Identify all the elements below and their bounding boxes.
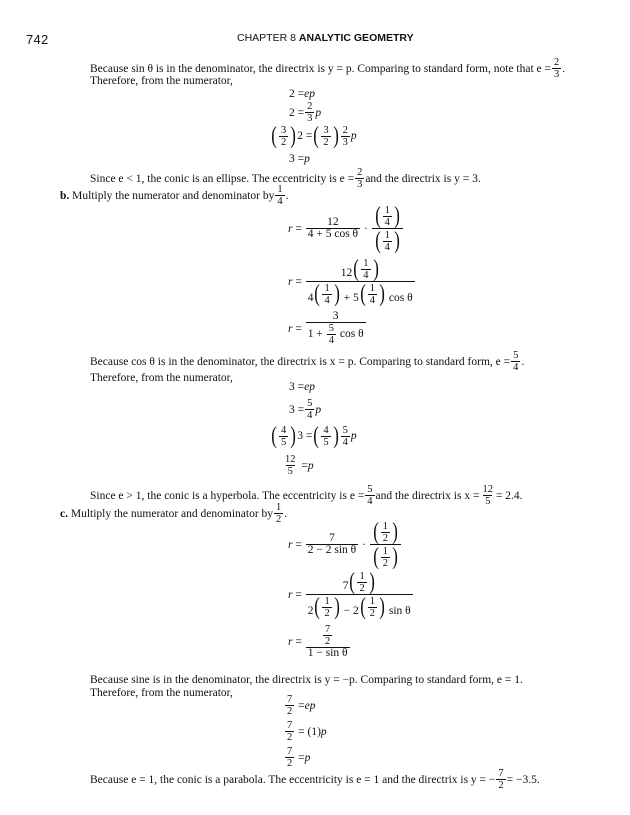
equation: 3 = $\frac{5}{4}$ p <box>289 398 322 421</box>
equation: $\frac{7}{2}$ = (1) p <box>287 720 327 743</box>
part-a-conclusion-a: Since e < 1, the conic is an ellipse. The eccentricity is e = <box>90 172 355 185</box>
equation: ( $\frac{4}{5}$ ) 3 = ( $\frac{4}{5}$ ) $\frac{5}{4}$ p <box>271 423 357 449</box>
chapter-heading <box>237 32 414 44</box>
part-b-conclusion-c: = 2.4. <box>495 489 523 502</box>
equation: $\frac{12}{5}$ = p <box>285 454 314 477</box>
equation: $\frac{7}{2}$ = p <box>287 746 311 769</box>
part-a-intro2: Therefore, from the numerator, <box>90 75 233 87</box>
equation: r = 3 1 + $\frac{5}{4}$ cos θ <box>288 310 364 346</box>
part-b-text2: Therefore, from the numerator, <box>90 372 233 384</box>
part-a-conclusion: Since e < 1, the conic is an ellipse. The eccentricity is e = $\frac{2}{3}$ and the directrix is y = 3. <box>90 167 481 190</box>
equation: $\frac{7}{2}$ = ep <box>287 694 316 717</box>
part-c-conclusion-b: = −3.5. <box>506 773 540 786</box>
equation: r = 7 ( $\frac{1}{2}$ ) 2 ( $\frac{1}{2}$ ) − 2 ( $\frac{1}{2}$ ) sin θ <box>288 569 411 620</box>
part-c-intro-line: c. Multiply the numerator and denominator by $\frac{1}{2}$ . <box>60 502 288 525</box>
part-b-conclusion: Since e > 1, the conic is a hyperbola. The eccentricity is e = $\frac{5}{4}$ and the directrix is x = $\frac{12}{5}$ = 2.4. <box>90 484 523 507</box>
part-a-intro1: Because sin θ is in the denominator, the directrix is y = p. Comparing to standard form, note that e = <box>90 62 551 75</box>
equation: r = 12 ( $\frac{1}{4}$ ) 4 ( $\frac{1}{4}$ ) + 5 ( $\frac{1}{4}$ ) cos θ <box>288 256 413 307</box>
part-b-intro: Multiply the numerator and denominator by <box>72 189 275 202</box>
part-c-text1: Because sine is in the denominator, the directrix is y = −p. Comparing to standard form, e = 1. <box>90 674 523 686</box>
chapter-label: CHAPTER 8 <box>237 32 296 44</box>
equation: r = $\frac{12}{\text{4 + 5 cos θ}}$ · ( $\frac{1}{4}$ ) ( $\frac{1}{4}$ ) <box>288 204 404 253</box>
part-b-label: b. <box>60 189 70 202</box>
equation: 2 = $\frac{2}{3}$ p <box>289 101 322 124</box>
part-b-intro-line: b. Multiply the numerator and denominator by $\frac{1}{4}$ . <box>60 184 289 207</box>
part-b-conclusion-b: and the directrix is x = <box>375 489 480 502</box>
fraction: $\frac{2}{3}$ <box>554 57 560 80</box>
equation: r = $\frac{7}{\text{2 − 2 sin θ}}$ · ( $\frac{1}{2}$ ) ( $\frac{1}{2}$ ) <box>288 520 402 569</box>
equation: 3 = p <box>289 153 310 165</box>
chapter-title: ANALYTIC GEOMETRY <box>298 32 414 44</box>
part-c-conclusion: Because e = 1, the conic is a parabola. The eccentricity is e = 1 and the directrix is y = − $\frac{7}{2}$ = −3.5. <box>90 768 540 791</box>
part-c-intro: Multiply the numerator and denominator by <box>70 507 274 520</box>
page-number: 742 <box>26 32 49 47</box>
part-c-text2: Therefore, from the numerator, <box>90 687 233 699</box>
part-b-text-line: Because cos θ is in the denominator, the directrix is x = p. Comparing to standard form, e = $\frac{5}{4}$ . <box>90 350 525 373</box>
equation: 3 = ep <box>289 381 315 393</box>
part-c-label: c. <box>60 507 68 520</box>
equation: 2 = ep <box>289 88 315 100</box>
part-a-conclusion-b: and the directrix is y = 3. <box>365 172 481 185</box>
part-a-intro-line: Because sin θ is in the denominator, the directrix is y = p. Comparing to standard form, note that e = $\frac{2}{3}$ . <box>90 57 566 80</box>
equation: r = $\frac{\frac{7}{2}}{\text{1 − sin θ}}$ <box>288 624 348 659</box>
part-b-text1: Because cos θ is in the denominator, the directrix is x = p. Comparing to standard form, e = <box>90 355 511 368</box>
part-b-conclusion-a: Since e > 1, the conic is a hyperbola. The eccentricity is e = <box>90 489 365 502</box>
equation: ( $\frac{3}{2}$ ) 2 = ( $\frac{3}{2}$ ) $\frac{2}{3}$ p <box>271 123 357 149</box>
part-c-conclusion-a: Because e = 1, the conic is a parabola. The eccentricity is e = 1 and the directrix is y = − <box>90 773 496 786</box>
